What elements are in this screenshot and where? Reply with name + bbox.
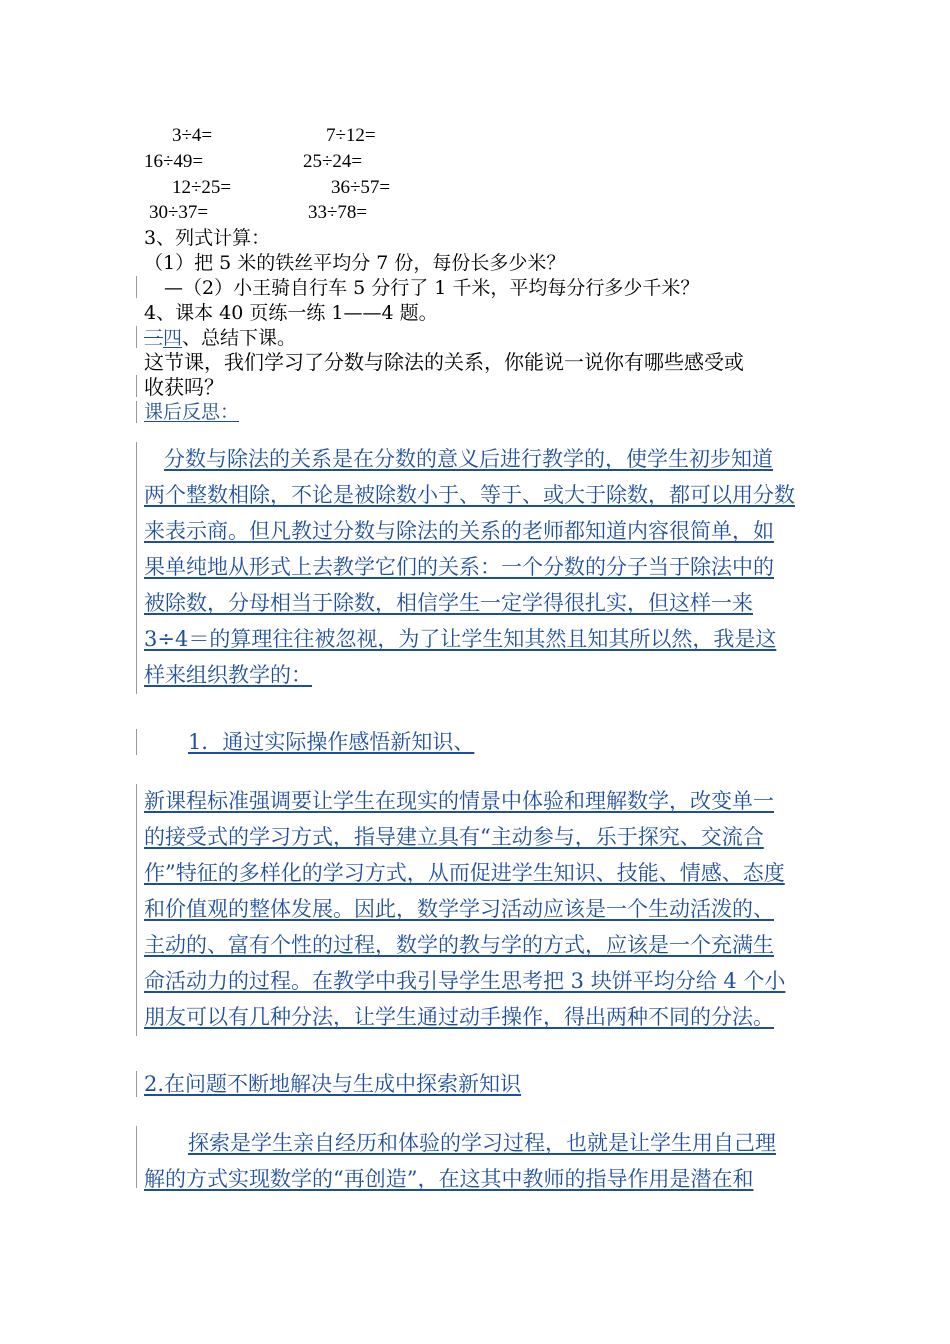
change-bar (136, 442, 137, 694)
point1-heading: 1．通过实际操作感悟新知识、 (188, 730, 475, 754)
exercise-4b: 33÷78= (308, 202, 368, 223)
para1-line1: 分数与除法的关系是在分数的意义后进行教学的，使学生初步知道 (164, 447, 773, 471)
para2-line3: 作”特征的多样化的学习方式，从而促进学生知识、技能、情感、态度 (144, 861, 785, 885)
para2-line1: 新课程标准强调要让学生在现实的情景中体验和理解数学，改变单一 (144, 789, 774, 813)
para3-line1: 探索是学生亲自经历和体验的学习过程，也就是让学生用自己理 (188, 1131, 776, 1155)
change-bar (136, 1126, 137, 1188)
exercise-3b: 36÷57= (331, 177, 391, 198)
exercise-2a: 16÷49= (144, 151, 204, 172)
para1-line4: 果单纯地从形式上去教学它们的关系：一个分数的分子当于除法中的 (144, 555, 774, 579)
para1-line6: 3÷4＝的算理往往被忽视，为了让学生知其然且知其所以然，我是这 (144, 627, 777, 651)
summary-heading (144, 326, 296, 350)
para1-line7: 样来组织教学的： (144, 663, 312, 687)
change-bar (136, 1071, 137, 1097)
summary-text-line1: 这节课，我们学习了分数与除法的关系，你能说一说你有哪些感受或 (144, 350, 744, 374)
section3-heading: 3、列式计算： (144, 227, 271, 249)
para1-line5: 被除数，分母相当于除数，相信学生一定学得很扎实，但这样一来 (144, 591, 753, 615)
reflection-heading: 课后反思： (144, 401, 240, 423)
change-bar (136, 784, 137, 1036)
exercise-1b: 7÷12= (326, 125, 376, 146)
para1-line2: 两个整数相除，不论是被除数小于、等于、或大于除数，都可以用分数 (144, 483, 795, 507)
summary-heading-text: 、总结下课。 (182, 327, 297, 349)
para2-line6: 命活动力的过程。在教学中我引导学生思考把 3 块饼平均分给 4 个小 (144, 969, 786, 993)
para2-line7: 朋友可以有几种分法，让学生通过动手操作，得出两种不同的分法。 (144, 1005, 774, 1029)
para2-line4: 和价值观的整体发展。因此，数学学习活动应该是一个生动活泼的、 (144, 897, 774, 921)
section4-heading: 4、课本 40 页练一练 1——4 题。 (144, 302, 438, 324)
para3-line2: 解的方式实现数学的“再创造”，在这其中教师的指导作用是潜在和 (144, 1167, 754, 1191)
exercise-1a: 3÷4= (172, 125, 213, 146)
para2-line2: 的接受式的学习方式，指导建立具有“主动参与，乐于探究、交流合 (144, 825, 764, 849)
para2-line5: 主动的、富有个性的过程，数学的教与学的方式，应该是一个充满生 (144, 933, 774, 957)
section3-q1: （1）把 5 米的铁丝平均分 7 份，每份长多少米？ (144, 252, 566, 274)
inserted-number: 四 (163, 327, 183, 349)
deleted-number: 三 (144, 327, 164, 349)
summary-text-line2: 收获吗？ (144, 375, 224, 399)
change-bar (136, 401, 137, 423)
section3-q2: —（2）小王骑自行车 5 分行了 1 千米，平均每分行多少千米？ (164, 277, 700, 299)
change-bar (136, 375, 137, 397)
para1-line3: 来表示商。但凡教过分数与除法的关系的老师都知道内容很简单，如 (144, 519, 774, 543)
point2-heading: 2.在问题不断地解决与生成中探索新知识 (144, 1072, 522, 1096)
exercise-4a: 30÷37= (149, 202, 209, 223)
change-bar (136, 276, 137, 298)
exercise-3a: 12÷25= (172, 177, 232, 198)
change-bar (136, 326, 137, 348)
change-bar (136, 729, 137, 755)
exercise-2b: 25÷24= (303, 151, 363, 172)
